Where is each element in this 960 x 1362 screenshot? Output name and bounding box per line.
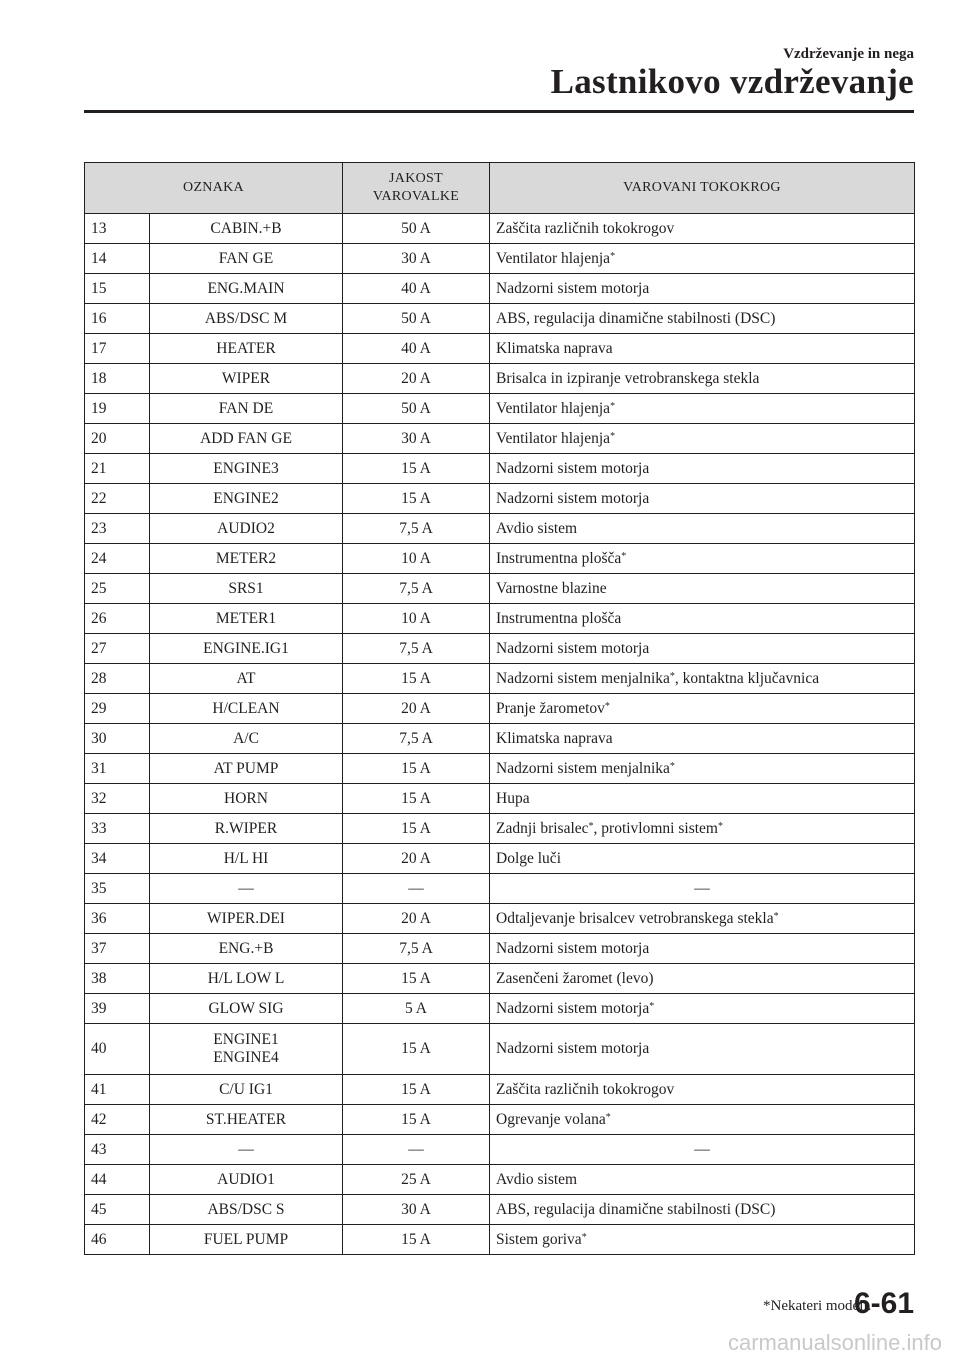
watermark: carmanualsonline.info <box>727 1330 942 1355</box>
fuse-number: 21 <box>85 454 150 484</box>
table-row <box>85 244 915 274</box>
fuse-label-text-2: ENGINE4 <box>213 1049 279 1066</box>
footnote-asterisk: * <box>581 1231 587 1243</box>
fuse-number: 39 <box>85 994 150 1024</box>
protected-circuit-text: Zaščita različnih tokokrogov <box>496 219 675 237</box>
fuse-label <box>150 364 343 394</box>
fuse-number: 36 <box>85 904 150 934</box>
fuse-amperage: 15 A <box>343 814 490 844</box>
fuse-amperage: 40 A <box>343 334 490 364</box>
protected-circuit-text-continued: , kontaktna ključavnica <box>674 669 820 687</box>
page-number: 6-61 <box>853 1287 914 1320</box>
fuse-label-text: METER1 <box>215 609 277 627</box>
table-row <box>85 754 915 784</box>
fuse-label-text: C/U IG1 <box>219 1080 273 1098</box>
protected-circuit-text: Hupa <box>496 789 530 807</box>
fuse-label <box>150 664 343 694</box>
fuse-label-text: ABS/DSC M <box>204 309 288 327</box>
protected-circuit <box>490 364 915 394</box>
fuse-label-text: ADD FAN GE <box>200 429 292 447</box>
fuse-amperage: 15 A <box>343 754 490 784</box>
protected-circuit-text: Nadzorni sistem motorja <box>496 1040 650 1057</box>
fuse-label <box>150 244 343 274</box>
fuse-label-text: FUEL PUMP <box>203 1230 289 1248</box>
fuse-number: 16 <box>85 304 150 334</box>
fuse-number: 37 <box>85 934 150 964</box>
protected-circuit <box>490 424 915 454</box>
protected-circuit <box>490 904 915 934</box>
protected-circuit <box>490 1135 915 1165</box>
protected-circuit <box>490 874 915 904</box>
protected-circuit <box>490 844 915 874</box>
fuse-number: 28 <box>85 664 150 694</box>
fuse-label-text: ENG.+B <box>218 939 274 957</box>
protected-circuit-text-continued: , protivlomni sistem <box>593 819 718 837</box>
footnote-asterisk: * <box>605 1111 611 1123</box>
column-header-amperage-line1: JAKOST <box>389 171 443 186</box>
column-header-label: OZNAKA <box>85 163 343 214</box>
fuse-label-text: CABIN.+B <box>210 219 282 237</box>
fuse-label <box>150 964 343 994</box>
fuse-number: 19 <box>85 394 150 424</box>
protected-circuit-text: Instrumentna plošča <box>496 549 622 567</box>
protected-circuit <box>490 1024 915 1075</box>
protected-circuit <box>490 454 915 484</box>
table-row <box>85 394 915 424</box>
table-row <box>85 604 915 634</box>
fuse-amperage: 15 A <box>343 454 490 484</box>
table-row <box>85 1135 915 1165</box>
fuse-label-text: ST.HEATER <box>205 1110 287 1128</box>
table-row <box>85 544 915 574</box>
fuse-number: 43 <box>85 1135 150 1165</box>
protected-circuit <box>490 274 915 304</box>
fuse-amperage: 50 A <box>343 214 490 244</box>
fuse-label-text: FAN DE <box>218 399 274 417</box>
fuse-label-text: AUDIO2 <box>217 519 275 537</box>
protected-circuit <box>490 604 915 634</box>
fuse-label <box>150 304 343 334</box>
protected-circuit-text: Ventilator hlajenja <box>496 249 611 267</box>
fuse-number: 24 <box>85 544 150 574</box>
protected-circuit-text: Ventilator hlajenja <box>496 429 611 447</box>
fuse-table <box>84 162 915 1255</box>
fuse-number: 27 <box>85 634 150 664</box>
fuse-label <box>150 874 343 904</box>
fuse-label-text: WIPER.DEI <box>207 909 285 927</box>
fuse-label-text: — <box>238 1140 254 1158</box>
fuse-amperage: 30 A <box>343 424 490 454</box>
fuse-number: 20 <box>85 424 150 454</box>
table-row <box>85 574 915 604</box>
fuse-amperage: 7,5 A <box>343 514 490 544</box>
protected-circuit <box>490 754 915 784</box>
fuse-amperage: 15 A <box>343 484 490 514</box>
protected-circuit-text: Sistem goriva <box>496 1230 582 1248</box>
fuse-label-text: AT <box>236 669 256 687</box>
fuse-amperage: 15 A <box>343 1225 490 1255</box>
fuse-amperage: 7,5 A <box>343 574 490 604</box>
fuse-number: 40 <box>85 1024 150 1075</box>
protected-circuit-text: Zaščita različnih tokokrogov <box>496 1080 675 1098</box>
table-row <box>85 454 915 484</box>
protected-circuit <box>490 544 915 574</box>
table-row <box>85 844 915 874</box>
fuse-label-text: R.WIPER <box>214 819 278 837</box>
table-row <box>85 304 915 334</box>
protected-circuit-text: Nadzorni sistem motorja <box>496 639 650 657</box>
protected-circuit-text: — <box>694 1140 710 1158</box>
fuse-label <box>150 1135 343 1165</box>
fuse-amperage: 5 A <box>343 994 490 1024</box>
table-row <box>85 1105 915 1135</box>
page-title: Lastnikovo vzdrževanje <box>550 62 914 101</box>
fuse-label-text: H/L HI <box>223 849 269 867</box>
fuse-amperage: 15 A <box>343 1075 490 1105</box>
fuse-number: 38 <box>85 964 150 994</box>
fuse-label-text: A/C <box>233 729 259 747</box>
footnote-asterisk: * <box>717 820 723 832</box>
section-subtitle: Vzdrževanje in nega <box>783 46 914 62</box>
protected-circuit-text: ABS, regulacija dinamične stabilnosti (DSC) <box>496 1200 776 1218</box>
fuse-amperage: 20 A <box>343 904 490 934</box>
fuse-label <box>150 274 343 304</box>
fuse-label <box>150 604 343 634</box>
protected-circuit-text: Klimatska naprava <box>496 339 613 357</box>
protected-circuit-text: Brisalca in izpiranje vetrobranskega stekla <box>496 369 760 387</box>
column-header-amperage-line2: VAROVALKE <box>372 189 460 204</box>
fuse-label-text: ENG.MAIN <box>207 279 285 297</box>
protected-circuit <box>490 1105 915 1135</box>
table-row <box>85 364 915 394</box>
fuse-label-text: ENGINE2 <box>213 489 279 507</box>
fuse-amperage: 30 A <box>343 244 490 274</box>
table-row <box>85 214 915 244</box>
fuse-amperage: 50 A <box>343 304 490 334</box>
fuse-label <box>150 694 343 724</box>
fuse-amperage: 20 A <box>343 364 490 394</box>
protected-circuit <box>490 724 915 754</box>
fuse-label <box>150 484 343 514</box>
fuse-label <box>150 424 343 454</box>
fuse-number: 33 <box>85 814 150 844</box>
header-divider <box>84 110 914 113</box>
protected-circuit <box>490 304 915 334</box>
fuse-amperage: — <box>343 874 490 904</box>
fuse-amperage: 10 A <box>343 544 490 574</box>
table-row <box>85 334 915 364</box>
protected-circuit-text: Avdio sistem <box>496 519 578 537</box>
fuse-label-text: ABS/DSC S <box>207 1200 285 1218</box>
protected-circuit-text: Odtaljevanje brisalcev vetrobranskega stekla <box>496 909 774 927</box>
protected-circuit-text: Instrumentna plošča <box>496 609 622 627</box>
fuse-label-text: FAN GE <box>218 249 274 267</box>
fuse-label <box>150 724 343 754</box>
fuse-label-text: ENGINE.IG1 <box>203 639 289 657</box>
table-row <box>85 934 915 964</box>
table-row <box>85 664 915 694</box>
column-header-amperage <box>343 163 490 214</box>
fuse-amperage: 50 A <box>343 394 490 424</box>
footnote-asterisk: * <box>669 760 675 772</box>
fuse-label-text: H/L LOW L <box>207 969 285 987</box>
fuse-number: 13 <box>85 214 150 244</box>
protected-circuit-text: Nadzorni sistem motorja <box>496 489 650 507</box>
fuse-number: 45 <box>85 1195 150 1225</box>
table-row <box>85 964 915 994</box>
protected-circuit <box>490 694 915 724</box>
protected-circuit-text: Nadzorni sistem motorja <box>496 939 650 957</box>
fuse-label <box>150 1105 343 1135</box>
fuse-amperage: 10 A <box>343 604 490 634</box>
fuse-label-text: METER2 <box>215 549 277 567</box>
protected-circuit <box>490 214 915 244</box>
fuse-label <box>150 934 343 964</box>
fuse-number: 34 <box>85 844 150 874</box>
protected-circuit-text: Pranje žarometov <box>496 699 605 717</box>
table-header-row <box>85 163 915 214</box>
fuse-amperage: 7,5 A <box>343 934 490 964</box>
fuse-label-text: AT PUMP <box>213 759 279 777</box>
protected-circuit <box>490 784 915 814</box>
fuse-amperage: 15 A <box>343 1024 490 1075</box>
protected-circuit <box>490 1165 915 1195</box>
table-row <box>85 724 915 754</box>
fuse-label-text: SRS1 <box>228 579 264 597</box>
fuse-label <box>150 1225 343 1255</box>
fuse-amperage: 15 A <box>343 1105 490 1135</box>
fuse-number: 32 <box>85 784 150 814</box>
footnote-asterisk: * <box>669 670 675 682</box>
fuse-number: 14 <box>85 244 150 274</box>
footnote-asterisk: * <box>649 1000 655 1012</box>
table-row <box>85 1225 915 1255</box>
fuse-amperage: 15 A <box>343 664 490 694</box>
protected-circuit-text: Varnostne blazine <box>496 579 607 597</box>
fuse-number: 18 <box>85 364 150 394</box>
fuse-number: 23 <box>85 514 150 544</box>
fuse-label <box>150 544 343 574</box>
fuse-label <box>150 1165 343 1195</box>
fuse-label <box>150 1195 343 1225</box>
table-row <box>85 694 915 724</box>
protected-circuit <box>490 334 915 364</box>
protected-circuit <box>490 814 915 844</box>
table-row <box>85 784 915 814</box>
table-row <box>85 274 915 304</box>
fuse-label <box>150 574 343 604</box>
fuse-label-text: WIPER <box>221 369 271 387</box>
fuse-label <box>150 454 343 484</box>
protected-circuit-text: Zasenčeni žaromet (levo) <box>496 969 654 987</box>
protected-circuit <box>490 484 915 514</box>
fuse-label-text: ENGINE3 <box>213 459 279 477</box>
footnote-asterisk: * <box>610 250 616 262</box>
fuse-label-text: H/CLEAN <box>212 699 280 717</box>
fuse-label <box>150 394 343 424</box>
fuse-label-text: HORN <box>224 789 268 807</box>
protected-circuit <box>490 994 915 1024</box>
table-row <box>85 424 915 454</box>
protected-circuit <box>490 514 915 544</box>
protected-circuit <box>490 1075 915 1105</box>
protected-circuit-text: Nadzorni sistem menjalnika <box>496 669 670 687</box>
fuse-amperage: — <box>343 1135 490 1165</box>
fuse-number: 22 <box>85 484 150 514</box>
fuse-label <box>150 814 343 844</box>
fuse-amperage: 15 A <box>343 964 490 994</box>
protected-circuit <box>490 244 915 274</box>
column-header-circuit: VAROVANI TOKOKROG <box>490 163 915 214</box>
protected-circuit <box>490 394 915 424</box>
table-row <box>85 1165 915 1195</box>
protected-circuit-text: Ogrevanje volana <box>496 1110 606 1128</box>
footnote-asterisk: * <box>610 430 616 442</box>
protected-circuit-text: Nadzorni sistem motorja <box>496 999 650 1017</box>
fuse-amperage: 7,5 A <box>343 634 490 664</box>
protected-circuit-text: Klimatska naprava <box>496 729 613 747</box>
protected-circuit-text: — <box>694 879 710 897</box>
protected-circuit <box>490 1195 915 1225</box>
protected-circuit-text: Nadzorni sistem motorja <box>496 459 650 477</box>
fuse-label-text: — <box>238 879 254 897</box>
protected-circuit-text: Ventilator hlajenja <box>496 399 611 417</box>
table-row <box>85 904 915 934</box>
table-row <box>85 514 915 544</box>
fuse-number: 42 <box>85 1105 150 1135</box>
protected-circuit-text: ABS, regulacija dinamične stabilnosti (DSC) <box>496 309 776 327</box>
fuse-label <box>150 514 343 544</box>
fuse-label <box>150 1024 343 1075</box>
fuse-amperage: 25 A <box>343 1165 490 1195</box>
fuse-amperage: 15 A <box>343 784 490 814</box>
footnote: *Nekateri modeli. <box>763 1298 872 1314</box>
footnote-asterisk: * <box>610 400 616 412</box>
fuse-number: 15 <box>85 274 150 304</box>
protected-circuit-text: Nadzorni sistem motorja <box>496 279 650 297</box>
fuse-number: 29 <box>85 694 150 724</box>
fuse-number: 30 <box>85 724 150 754</box>
fuse-number: 41 <box>85 1075 150 1105</box>
table-row <box>85 874 915 904</box>
fuse-label <box>150 844 343 874</box>
protected-circuit-text: Avdio sistem <box>496 1170 578 1188</box>
protected-circuit-text: Nadzorni sistem menjalnika <box>496 759 670 777</box>
fuse-number: 35 <box>85 874 150 904</box>
fuse-label <box>150 214 343 244</box>
fuse-label-text: GLOW SIG <box>208 999 284 1017</box>
fuse-label <box>150 754 343 784</box>
footnote-asterisk: * <box>588 820 594 832</box>
fuse-label <box>150 784 343 814</box>
table-row <box>85 634 915 664</box>
fuse-label <box>150 334 343 364</box>
fuse-amperage: 7,5 A <box>343 724 490 754</box>
fuse-amperage: 30 A <box>343 1195 490 1225</box>
protected-circuit <box>490 664 915 694</box>
fuse-label-text: HEATER <box>216 339 276 357</box>
table-row <box>85 484 915 514</box>
protected-circuit <box>490 964 915 994</box>
protected-circuit <box>490 1225 915 1255</box>
fuse-label <box>150 904 343 934</box>
fuse-number: 46 <box>85 1225 150 1255</box>
fuse-label <box>150 1075 343 1105</box>
table-row <box>85 814 915 844</box>
fuse-number: 31 <box>85 754 150 784</box>
protected-circuit-text: Dolge luči <box>496 849 561 867</box>
fuse-amperage: 40 A <box>343 274 490 304</box>
table-row <box>85 1195 915 1225</box>
fuse-number: 17 <box>85 334 150 364</box>
fuse-label-text: ENGINE1 <box>213 1031 279 1048</box>
footnote-asterisk: * <box>773 910 779 922</box>
fuse-table-body <box>85 214 915 1255</box>
protected-circuit <box>490 934 915 964</box>
protected-circuit <box>490 574 915 604</box>
fuse-number: 26 <box>85 604 150 634</box>
table-row <box>85 1075 915 1105</box>
table-row <box>85 994 915 1024</box>
fuse-label-text: AUDIO1 <box>217 1170 275 1188</box>
protected-circuit-text: Zadnji brisalec <box>496 819 589 837</box>
footnote-asterisk: * <box>621 550 627 562</box>
fuse-label <box>150 634 343 664</box>
protected-circuit <box>490 634 915 664</box>
fuse-label <box>150 994 343 1024</box>
fuse-number: 25 <box>85 574 150 604</box>
fuse-number: 44 <box>85 1165 150 1195</box>
footnote-asterisk: * <box>604 700 610 712</box>
table-row <box>85 1024 915 1075</box>
fuse-amperage: 20 A <box>343 694 490 724</box>
fuse-amperage: 20 A <box>343 844 490 874</box>
